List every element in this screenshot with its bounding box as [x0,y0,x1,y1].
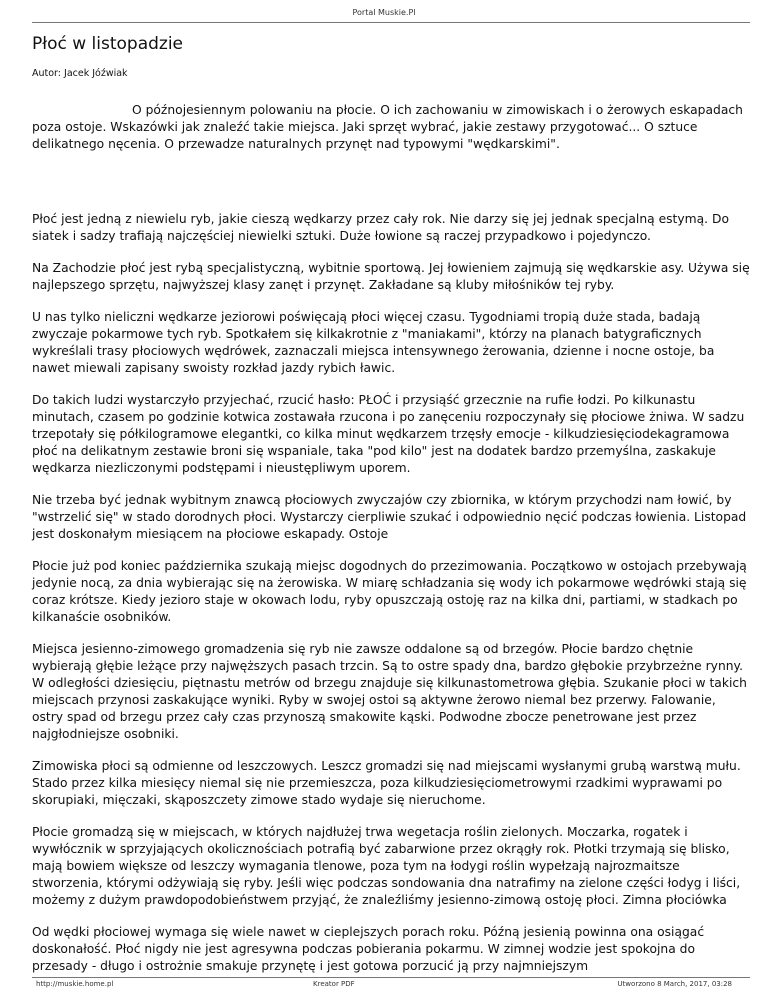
article-paragraph: Zimowiska płoci są odmienne od leszczowych. Leszcz gromadzi się nad miejscami wysłanymi grubą warstwą mułu. Stado przez kilka miesięcy niemal się nie przemieszcza, poza kilkudziesięciometrowymi rzadkimi wyprawami po skorupiaki, mięczaki, skąposzczety zimowe stado wydaje się nieruchome. [32,759,741,807]
footer-created: Utworzono 8 March, 2017, 03:28 [617,980,732,988]
article-paragraph: Miejsca jesienno-zimowego gromadzenia się ryb nie zawsze oddalone są od brzegów. Płocie bardzo chętnie wybierają głębie leżące przy najwęższych pasach trzcin. Są to ostre spady dna, bardzo głębokie przybrzeżne rynny. W odległości dziesięciu, piętnastu metrów od brzegu znajduje się kilkunastometrowa głębia. Szukanie płoci w takich miejscach przynosi zaskakujące wyniki. Ryby w swojej ostoi są aktywne żerowo niemal bez przerwy. Falowanie, ostry spad od brzegu przez cały czas przynoszą smakowite kąski. Podwodne zbocze penetrowane jest przez najgłodniejsze osobniki. [32,642,747,741]
article-author: Autor: Jacek Jóźwiak [32,68,128,79]
footer-url[interactable]: http://muskie.home.pl [36,980,114,988]
article-paragraph: Płocie już pod koniec października szukają miejsc dogodnych do przezimowania. Początkowo w ostojach przebywają jedynie nocą, za dnia wybierając się na żerowiska. W miarę schładzania się wody ich pokarmowe wędrówki stają się coraz krótsze. Kiedy jezioro staje w okowach lodu, ryby opuszczają ostoję raz na kilka dni, partiami, w stadkach po kilkanaście osobników. [32,559,747,624]
article-lead: O późnojesiennym polowaniu na płocie. O ich zachowaniu w zimowiskach i o żerowych eskapadach poza ostoje. Wskazówki jak znaleźć takie miejsca. Jaki sprzęt wybrać, jakie zestawy przygotować... O sztuce delikatnego nęcenia. O przewadze naturalnych przynęt nad typowymi "wędkarskimi". [32,103,743,151]
article-paragraph: Nie trzeba być jednak wybitnym znawcą płociowych zwyczajów czy zbiornika, w którym przychodzi nam łowić, by "wstrzelić się" w stado dorodnych płoci. Wystarczy cierpliwie szukać i odpowiednio nęcić podczas łowienia. Listopad jest doskonałym miesiącem na płociowe eskapady. Ostoje [32,493,747,541]
article-paragraph: U nas tylko nieliczni wędkarze jeziorowi poświęcają płoci więcej czasu. Tygodniami tropią duże stada, badają zwyczaje pokarmowe tych ryb. Spotkałem się kilkakrotnie z "maniakami", którzy na planach batygraficznych wykreślali trasy płociowych wędrówek, zaznaczali miejsca intensywnego żerowania, dzienne i nocne ostoje, ba nawet miewali zapisany swoisty rozkład jazdy rybich ławic. [32,310,715,375]
page-footer [0,980,768,992]
article-title: Płoć w listopadzie [32,34,184,54]
article-paragraph: Od wędki płociowej wymaga się wiele nawet w cieplejszych porach roku. Późną jesienią powinna ona osiągać doskonałość. Płoć nigdy nie jest agresywna podczas pobierania pokarmu. W zimnej wodzie jest spokojna do przesady - długo i ostrożnie smakuje przynętę i jest gotowa porzucić ją przy najmniejszym [32,925,705,973]
article-paragraph: Na Zachodzie płoć jest rybą specjalistyczną, wybitnie sportową. Jej łowieniem zajmują się wędkarskie asy. Używa się najlepszego sprzętu, najwyższej klasy zanęt i przynęt. Zakładane są kluby miłośników tej ryby. [32,261,750,292]
header-divider [32,22,750,23]
article-paragraph: Do takich ludzi wystarczyło przyjechać, rzucić hasło: PŁOĆ i przysiąść grzecznie na rufie łodzi. Po kilkunastu minutach, czasem po godzinie kotwica zostawała rzucona i po zanęceniu rozpoczynały się płociowe żniwa. W sadzu trzepotały się półkilogramowe elegantki, co kilka minut wędkarzem trzęsły emocje - kilkudziesięciodekagramowa płoć na delikatnym zestawie broni się wspaniale, taka "pod kilo" jest na dodatek bardzo przemyślna, zaskakuje wędkarza niezliczonymi podstępami i nieustępliwym uporem. [32,393,745,475]
article-paragraph: Płoć jest jedną z niewielu ryb, jakie cieszą wędkarzy przez cały rok. Nie darzy się jej jednak specjalną estymą. Do siatek i sadzy trafiają najczęściej niewielki sztuki. Duże łowione są raczej przypadkowo i pojedynczo. [32,212,729,243]
article-body [32,102,750,990]
article-paragraph: Płocie gromadzą się w miejscach, w których najdłużej trwa wegetacja roślin zielonych. Moczarka, rogatek i wywłócznik w sprzyjających okolicznościach potrafią być zabarwione przez okrągły rok. Płotki trzymają się blisko, mają bowiem większe od leszczy wymagania tlenowe, poza tym na łodygi roślin wypełzają najrozmaitsze stworzenia, którymi odżywiają się ryby. Jeśli więc podczas sondowania dna natrafimy na zielone części łodyg i liści, możemy z dużym prawdopodobieństwem przyjąć, że znaleźliśmy jesienno-zimową ostoję płoci. Zimna płociówka [32,825,741,907]
site-header: Portal Muskie.Pl [352,8,416,17]
footer-generator: Kreator PDF [313,980,355,988]
footer-divider [32,977,750,978]
